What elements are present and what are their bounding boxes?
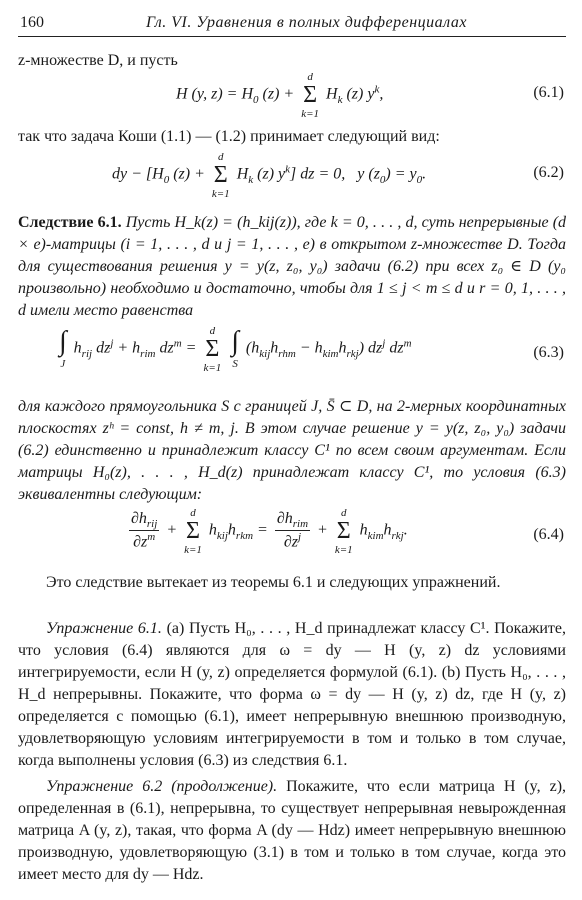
- integral-symbol: ∫ J: [59, 325, 67, 370]
- page-number: 160: [20, 14, 44, 31]
- equation-number-6-2: (6.2): [533, 164, 564, 181]
- corollary-text: Пусть H_k(z) = (h_kij(z)), где k = 0, . . . , d, суть непрерывные (d × e)-матрицы (i = 1, . . . , d и j = 1, . . . , e) в открытом z-множестве D. Тогда для существования решения y = y(z, z₀, y₀) задачи (6.2) при всех z₀ ∈ D (y₀ произвольно) необходимо и достаточно, чтобы для 1 ≤ j < m ≤ d и r = 0, 1, . . . , d имели место равенства: [18, 214, 567, 319]
- equation-6-1: H (y, $z) = H_0$ (z) + d Σ k=1 $H_k$ (z) $y^k$,: [176, 71, 384, 120]
- exercise-text: Покажите, что если матрица H (y, z), определенная в (6.1), непрерывна, то существует непрерывная невырожденная матрица A (y, z), такая, что форма A (dy — Hdz) имеет непрерывную внешнюю производную, удовлетворяющую (3.1) в том и только в том случае, когда это имеет место для dy — Hdz.: [18, 778, 567, 883]
- paragraph-intro: z-множестве D, и пусть: [18, 52, 178, 69]
- exercise-label: Упражнение 6.1.: [46, 620, 162, 637]
- exercise-6-2: [18, 776, 566, 886]
- sum-symbol: d Σ k=1: [184, 507, 202, 556]
- equation-6-3: ∫ J $h_{rij}$ $dz^j + h_{rim}$ $dz^m = d$ Σ k=1 ∫ S $(h_{kij}h_{rhm} - h_{kim}h_{rkj})$ $dz^j$ $dz^m$: [59, 325, 412, 374]
- corollary-label: Следствие 6.1.: [18, 214, 122, 231]
- exercise-6-1: [18, 618, 566, 772]
- integral-symbol: ∫ S: [231, 325, 239, 370]
- sum-symbol: d Σ k=1: [203, 325, 222, 374]
- sum-symbol: d Σ k=1: [301, 71, 320, 120]
- paragraph-rectangle: для каждого прямоугольника S с границей J, S̄ ⊂ D, на 2-мерных координатных плоскостях zʰ = const, h ≠ m, j. В этом случае решение y = y(z, z₀, y₀) задачи (6.2) единственно и принадлежит классу C¹ по всем своим аргументам. Если матрицы H₀(z), . . . , H_d(z) принадлежат классу C¹, то условия (6.3) эквивалентны следующим:: [18, 398, 566, 503]
- sum-symbol: d Σ k=1: [211, 151, 230, 200]
- equation-6-4: $\frac{\partial h_{rij}}{\partial z^m}$ + d Σ k=1 $h_{kij}h_{rkm}$ = $\frac{\partial h_{rim}}{\partial z^j}$ + d Σ k=1 $h_{kim}h_{rkj}$.: [131, 507, 408, 556]
- exercise-label: Упражнение 6.2: [46, 778, 163, 795]
- equation-number-6-1: (6.1): [533, 84, 564, 101]
- exercise-text: (а) Пусть H₀, . . . , H_d принадлежат классу C¹. Покажите, что условия (6.4) являются для ω = dy — H (y, z) dz условиями интегрируемости, если H (y, z) определяется формулой (6.1). (b) Пусть H₀, . . . , H_d непрерывны. Покажите, что форма ω = dy — H (y, z) dz, где H (y, z) определяется с помощью (6.1), имеет непрерывную внешнюю производную, удовлетворяющую условиям интегрируемости в том и только в том случае, когда выполнены условия (6.3) из следствия 6.1.: [18, 620, 567, 769]
- sum-symbol: d Σ k=1: [334, 507, 353, 556]
- fraction: $\frac{\partial h_{rij}}{\partial z^m}$: [131, 510, 158, 551]
- exercise-label-suffix: (продолжение).: [171, 778, 278, 795]
- equation-number-6-3: (6.3): [533, 344, 564, 361]
- running-title: Гл. VI. Уравнения в полных дифференциалах: [146, 14, 467, 31]
- fraction: $\frac{\partial h_{rim}}{\partial z^j}$: [276, 510, 309, 551]
- paragraph-cauchy: так что задача Коши (1.1) — (1.2) принимает следующий вид:: [18, 128, 440, 145]
- running-header: [18, 12, 566, 38]
- paragraph-follows: Это следствие вытекает из теоремы 6.1 и следующих упражнений.: [46, 574, 501, 591]
- corollary-6-1: [18, 212, 566, 322]
- equation-6-2: dy − [$H_0$ (z) + d Σ k=1 $H_k$ (z) $y^k$] dz = 0, y $(z_0) = y_0$.: [112, 151, 427, 200]
- equation-number-6-4: (6.4): [533, 526, 564, 543]
- header-rule: [18, 36, 566, 37]
